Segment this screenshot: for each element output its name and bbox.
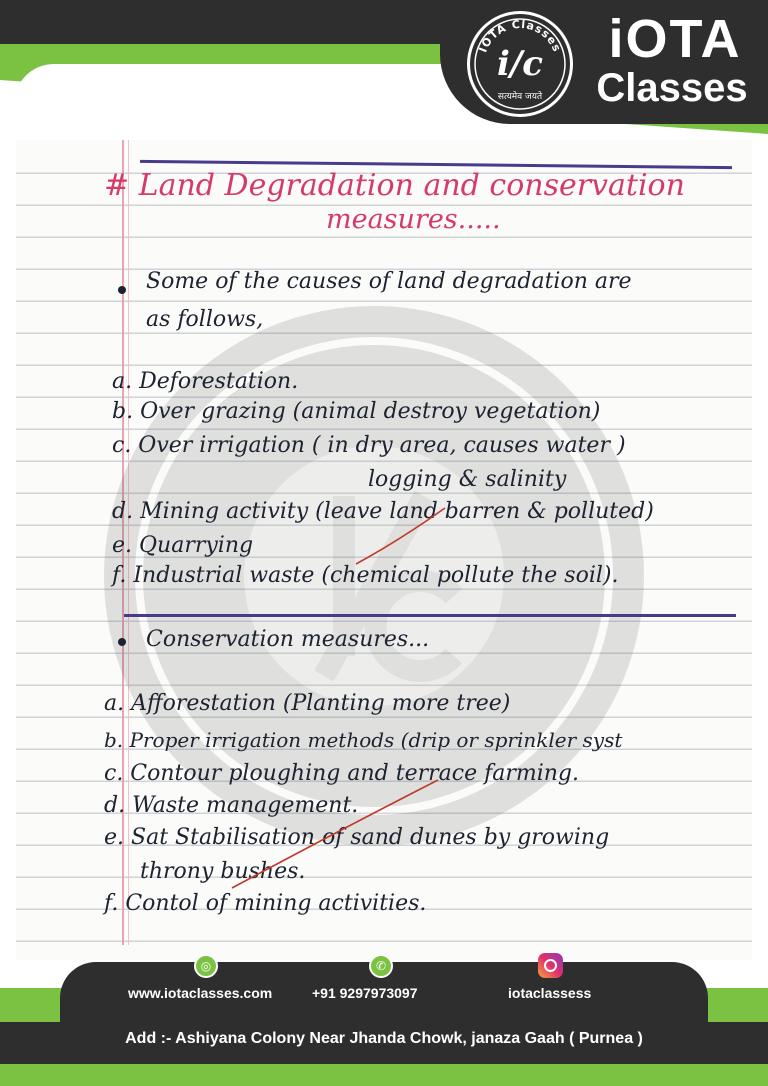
phone-icon: ✆ [369, 954, 393, 978]
cause-item: e. Quarrying [112, 533, 254, 558]
cause-item: c. Over irrigation ( in dry area, causes water ) [112, 433, 626, 458]
logo-emblem-icon [467, 11, 573, 117]
cause-item: d. Mining activity (leave land barren & polluted) [112, 499, 654, 524]
footer-instagram-link[interactable]: iotaclassess [508, 985, 592, 1001]
measure-item: f. Contol of mining activities. [104, 891, 427, 916]
measure-item: e. Sat Stabilisation of sand dunes by growing [104, 825, 610, 850]
causes-intro: Some of the causes of land degradation are [146, 269, 632, 294]
measure-item-continuation: throny bushes. [140, 859, 306, 884]
measure-item: a. Afforestation (Planting more tree) [104, 691, 511, 716]
causes-intro-continuation: as follows, [146, 307, 264, 332]
brand-name-line2: Classes [596, 66, 748, 110]
brand-logo [464, 8, 576, 120]
logo-motto: सत्यमेव जयते [497, 92, 543, 102]
instagram-icon [538, 953, 563, 978]
cause-item: f. Industrial waste (chemical pollute the soil). [112, 563, 619, 588]
measure-item: d. Waste management. [104, 793, 359, 818]
bullet-dot [118, 286, 126, 294]
footer-phone-link[interactable]: +91 9297973097 [312, 985, 418, 1001]
cause-item-continuation: logging & salinity [368, 467, 567, 492]
measure-item: b. Proper irrigation methods (drip or sprinkler syst [104, 728, 623, 752]
footer-address: Add :- Ashiyana Colony Near Jhanda Chowk, janaza Gaah ( Purnea ) [125, 1030, 643, 1047]
bullet-dot [118, 638, 126, 646]
page-title: # Land Degradation and conservation [104, 168, 685, 203]
globe-icon: ◎ [194, 954, 218, 978]
cause-item: a. Deforestation. [112, 369, 299, 394]
logo-ring-text: IOTA Classes [476, 17, 564, 55]
page-title-continuation: measures..... [326, 204, 501, 235]
section-divider [124, 614, 736, 617]
logo-monogram: i/c [496, 44, 544, 84]
measure-item: c. Contour ploughing and terrace farming. [104, 761, 580, 786]
conservation-heading: Conservation measures... [146, 627, 430, 652]
cause-item: b. Over grazing (animal destroy vegetation) [112, 399, 601, 424]
footer-website-link[interactable]: www.iotaclasses.com [128, 985, 273, 1001]
footer-bottom-band [0, 1064, 768, 1086]
brand-name-line1: iOTA [608, 9, 742, 69]
